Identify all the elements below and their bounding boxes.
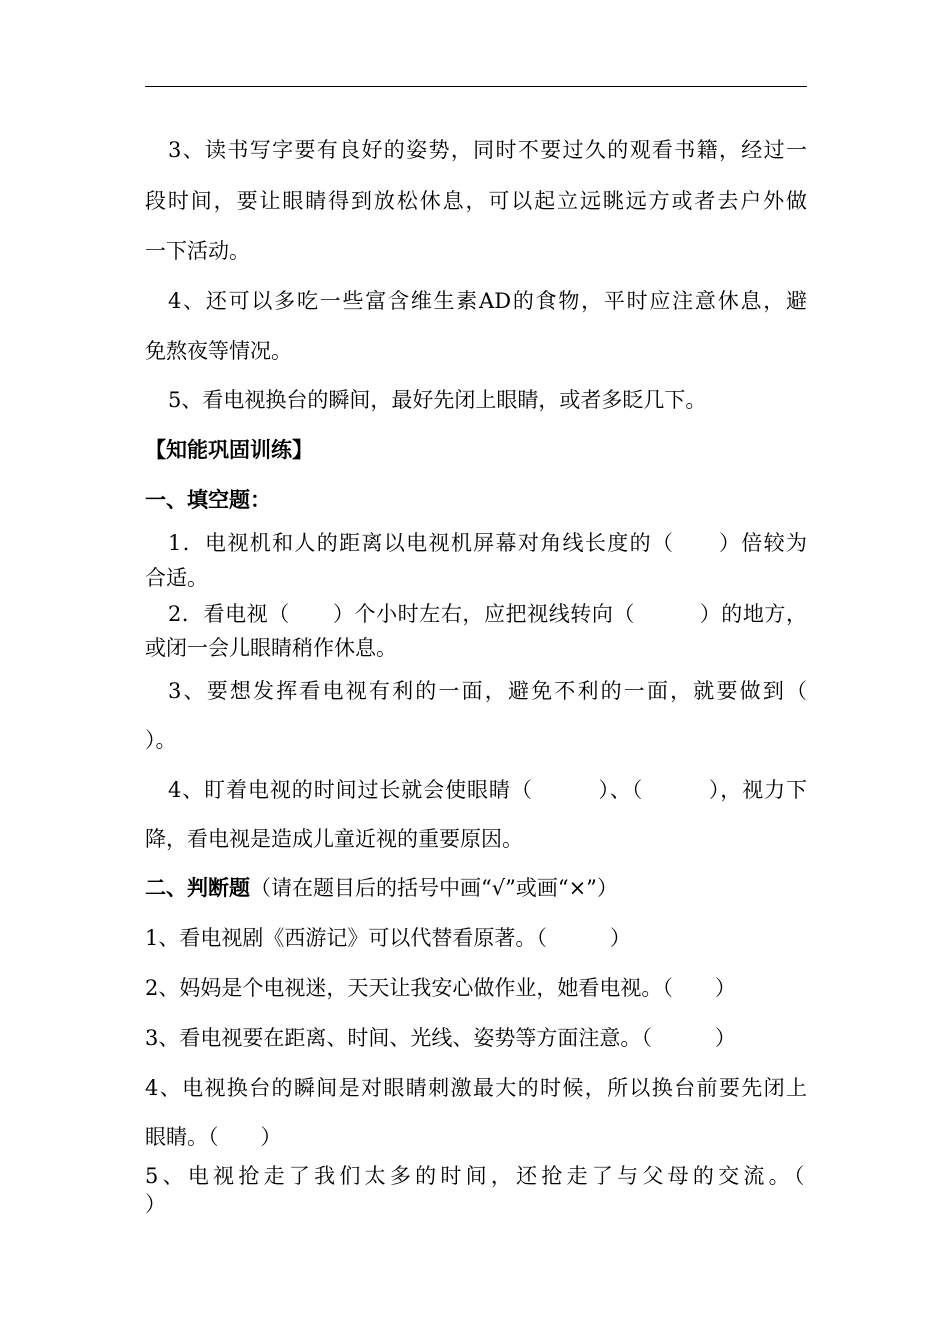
fill-q1-line-1: 1．电视机和人的距离以电视机屏幕对角线长度的（ ）倍较为: [168, 531, 807, 555]
fill-q4-line-2: 降，看电视是造成儿童近视的重要原因。: [145, 827, 523, 851]
judge-q5-line-2: ）: [145, 1192, 166, 1216]
tip-4-line-1: 4、还可以多吃一些富含维生素AD的食物，平时应注意休息，避: [168, 289, 807, 313]
judge-instruction: （请在题目后的括号中画“√”或画“×”）: [250, 876, 618, 900]
judge-heading: 二、判断题: [145, 875, 250, 900]
tip-3-line-2: 段时间，要让眼睛得到放松休息，可以起立远眺远方或者去户外做: [145, 189, 807, 213]
judge-q4-line-1: 4、电视换台的瞬间是对眼睛刺激最大的时候，所以换台前要先闭上: [145, 1076, 807, 1100]
judge-heading-row: [145, 875, 618, 901]
judge-q4-line-2: 眼睛。（ ）: [145, 1125, 282, 1149]
fill-q4-line-1: 4、盯着电视的时间过长就会使眼睛（ ）、（ ），视力下: [168, 778, 807, 802]
tip-3-line-3: 一下活动。: [145, 239, 250, 263]
judge-q5-line-1: 5、电视抢走了我们太多的时间，还抢走了与父母的交流。（: [145, 1164, 807, 1188]
tip-3-line-1: 3、读书写字要有良好的姿势，同时不要过久的观看书籍，经过一: [168, 138, 807, 162]
fill-heading: 一、填空题：: [145, 487, 271, 512]
fill-q2-line-2: 或闭一会儿眼睛稍作休息。: [145, 636, 397, 660]
header-rule: [145, 86, 807, 87]
fill-q2-line-1: 2．看电视（ ）个小时左右，应把视线转向（ ）的地方，: [168, 602, 807, 626]
tip-5: 5、看电视换台的瞬间，最好先闭上眼睛，或者多眨几下。: [168, 388, 707, 412]
section-title: 【知能巩固训练】: [145, 437, 313, 462]
fill-q3-line-2: ）。: [145, 728, 177, 752]
judge-q1: 1、看电视剧《西游记》可以代替看原著。（ ）: [145, 926, 631, 950]
judge-q3: 3、看电视要在距离、时间、光线、姿势等方面注意。（ ）: [145, 1026, 736, 1050]
fill-q3-line-1: 3、要想发挥看电视有利的一面，避免不利的一面，就要做到（: [168, 679, 807, 703]
fill-q1-line-2: 合适。: [145, 566, 208, 590]
tip-4-line-2: 免熬夜等情况。: [145, 339, 292, 363]
judge-q2: 2、妈妈是个电视迷，天天让我安心做作业，她看电视。（ ）: [145, 976, 736, 1000]
